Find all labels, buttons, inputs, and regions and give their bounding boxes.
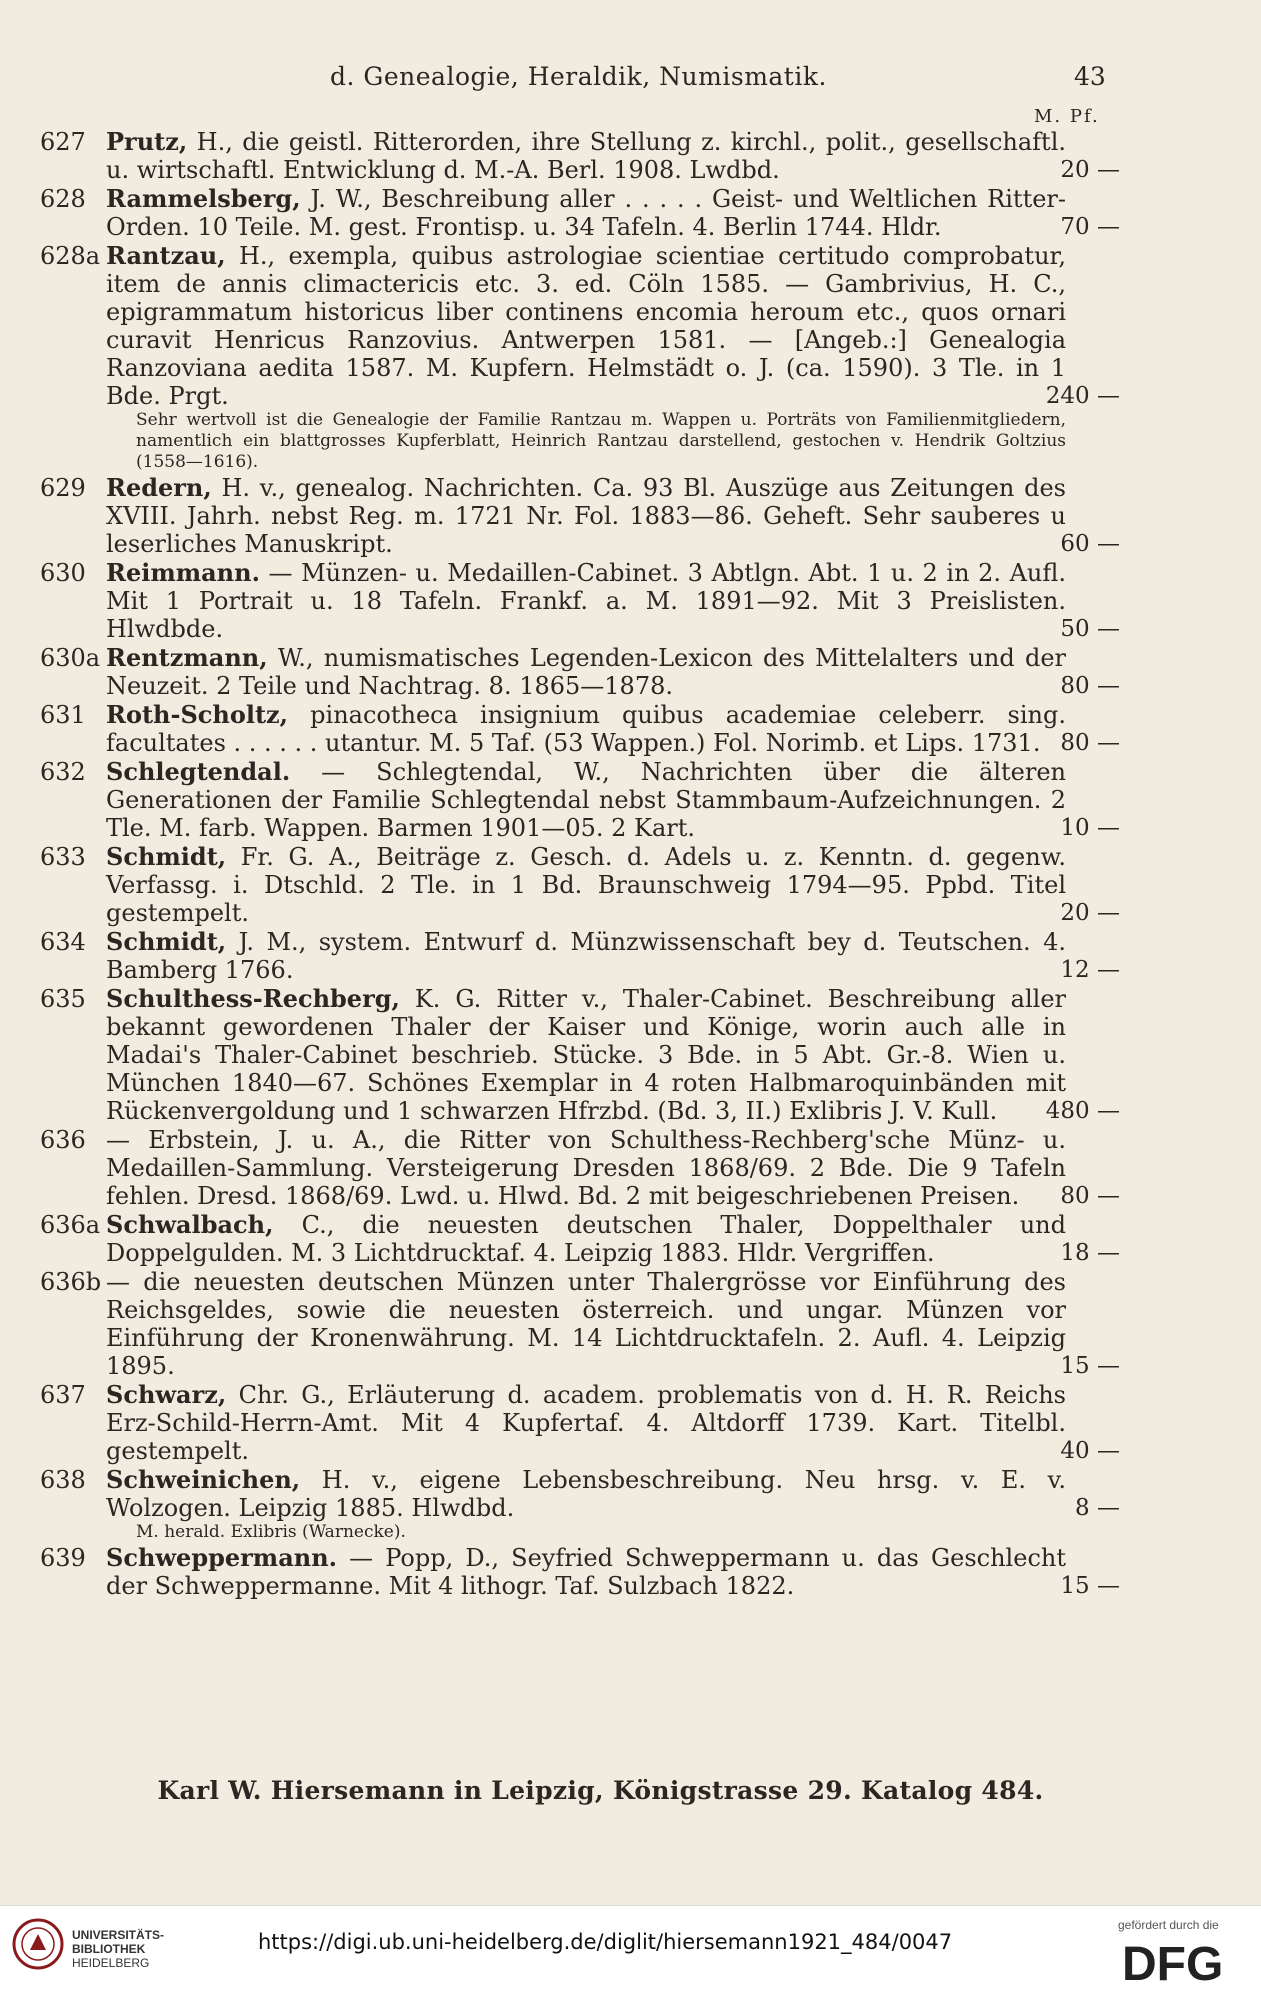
entry-author: Schweppermann. (106, 1543, 337, 1572)
entry-description (106, 843, 1066, 927)
entry-number: 630a (40, 644, 101, 672)
entry-text: K. G. Ritter v., Thaler-Cabinet. Beschreibung aller bekannt gewordenen Thaler der Kaiser und Könige, worin auch alle in Madai's Thaler-Cabinet beschrieb. Stücke. 3 Bde. in 5 Abt. Gr.-8. Wien u. München 1840—67. Schönes Exemplar in 4 roten Halbmaroquinbänden mit Rückenvergoldung und 1 schwarzen Hfrzbd. (Bd. 3, II.) Exlibris J. V. Kull. (106, 985, 1067, 1125)
entry-author: Schlegtendal. (106, 757, 291, 786)
funder-name: DFG (1122, 1938, 1224, 1988)
page-number: 43 (1074, 62, 1106, 91)
entry-description (106, 242, 1066, 410)
entry-description (106, 928, 1066, 984)
university-seal-icon[interactable] (12, 1918, 64, 1970)
entry-text: — Popp, D., Seyfried Schweppermann u. das Geschlecht der Schweppermanne. Mit 4 lithogr. Taf. Sulzbach 1822. (106, 1544, 1066, 1600)
entry-description (106, 985, 1066, 1125)
catalog-entry (40, 1381, 1120, 1465)
logo-line-2: BIBLIOTHEK (72, 1942, 146, 1956)
entry-description (106, 701, 1066, 757)
entry-number: 628 (40, 185, 86, 213)
entry-number: 631 (40, 701, 86, 729)
page-header (0, 60, 1261, 100)
entry-number: 638 (40, 1466, 86, 1494)
funding-text: gefördert durch die (1118, 1918, 1219, 1932)
entry-text: — die neuesten deutschen Münzen unter Thalergrösse vor Einführung des Reichsgeldes, sowie die neuesten österreich. und ungar. Münzen vor Einführung der Kronenwährung. M. 14 Lichtdrucktafeln. 2. Aufl. 4. Leipzig 1895. (106, 1268, 1066, 1380)
entry-description (106, 644, 1066, 700)
viewer-footer-bar (0, 1905, 1261, 1997)
entry-description (106, 1381, 1066, 1465)
entry-text: — Münzen- u. Medaillen-Cabinet. 3 Abtlgn. Abt. 1 u. 2 in 2. Aufl. Mit 1 Portrait u. 18 Tafeln. Frankf. a. M. 1891—92. Mit 3 Preislisten. Hlwdbde. (106, 559, 1066, 643)
catalog-entry (40, 701, 1120, 757)
entry-number: 639 (40, 1544, 86, 1572)
entry-text: C., die neuesten deutschen Thaler, Doppelthaler und Doppelgulden. M. 3 Lichtdrucktaf. 4. Leipzig 1883. Hldr. Vergriffen. (106, 1211, 1067, 1267)
entry-number: 630 (40, 559, 86, 587)
entry-author: Schwarz, (106, 1380, 227, 1409)
entry-note: Sehr wertvoll ist die Genealogie der Familie Rantzau m. Wappen u. Porträts von Familienmitgliedern, namentlich ein blattgrosses Kupferblatt, Heinrich Rantzau darstellend, gestochen v. Hendrik Goltzius (1558—1616). (136, 410, 1066, 472)
entry-text: J. M., system. Entwurf d. Münzwissenschaft bey d. Teutschen. 4. Bamberg 1766. (106, 928, 1066, 984)
entry-number: 635 (40, 985, 86, 1013)
catalog-footer (0, 1776, 1261, 1805)
logo-line-3: HEIDELBERG (72, 1956, 150, 1970)
entry-author: Reimmann. (106, 558, 260, 587)
catalog-entry (40, 644, 1120, 700)
catalog-entry (40, 1466, 1120, 1543)
footer-text: Karl W. Hiersemann in Leipzig, Königstrasse 29. Katalog 484. (157, 1776, 1044, 1805)
entry-text: Fr. G. A., Beiträge z. Gesch. d. Adels u. z. Kenntn. d. gegenw. Verfassg. i. Dtschld. 2 Tle. in 1 Bd. Braunschweig 1794—95. Ppbd. Titel gestempelt. (106, 843, 1066, 927)
catalog-entry (40, 1211, 1120, 1267)
entry-author: Schmidt, (106, 842, 227, 871)
catalog-entry (40, 928, 1120, 984)
entry-description (106, 559, 1066, 643)
entry-number: 634 (40, 928, 86, 956)
entry-text: H., die geistl. Ritterorden, ihre Stellung z. kirchl., polit., gesellschaftl. u. wirtschaftl. Entwicklung d. M.-A. Berl. 1908. Lwdbd. (106, 128, 1066, 184)
entry-price: 80 — (1060, 673, 1120, 699)
entry-author: Schwalbach, (106, 1210, 274, 1239)
entry-number: 636 (40, 1126, 86, 1154)
entry-description (106, 128, 1066, 184)
entry-number: 636a (40, 1211, 101, 1239)
price-column-header: M. Pf. (1034, 106, 1100, 127)
entry-description (106, 1544, 1066, 1600)
entry-author: Rantzau, (106, 241, 226, 270)
catalog-entry (40, 559, 1120, 643)
entry-price: 80 — (1060, 730, 1120, 756)
entry-number: 633 (40, 843, 86, 871)
entry-text: — Schlegtendal, W., Nachrichten über die älteren Generationen der Familie Schlegtendal nebst Stammbaum-Aufzeichnungen. 2 Tle. M. farb. Wappen. Barmen 1901—05. 2 Kart. (106, 758, 1066, 842)
entry-price: 12 — (1060, 957, 1120, 983)
entry-price: 15 — (1060, 1353, 1120, 1379)
catalog-entry (40, 1126, 1120, 1210)
entry-number: 636b (40, 1268, 102, 1296)
logo-line-1: UNIVERSITÄTS- (72, 1928, 165, 1942)
entry-price: 50 — (1060, 616, 1120, 642)
entry-text: H., exempla, quibus astrologiae scientiae certitudo comprobatur, item de annis climactericis etc. 3. ed. Cöln 1585. — Gambrivius, H. C., epigrammatum historicus liber continens encomia heroum etc., quos ornari curavit Henricus Ranzovius. Antwerpen 1581. — [Angeb.:] Genealogia Ranzoviana aedita 1587. M. Kupfern. Helmstädt o. J. (ca. 1590). 3 Tle. in 1 Bde. Prgt. (106, 242, 1066, 410)
entry-author: Schweinichen, (106, 1465, 301, 1494)
entry-price: 80 — (1060, 1183, 1120, 1209)
catalog-entry (40, 985, 1120, 1125)
entry-number: 632 (40, 758, 86, 786)
dfg-logo-icon[interactable] (1120, 1934, 1246, 1988)
entry-price: 20 — (1060, 900, 1120, 926)
entry-price: 480 — (1045, 1098, 1120, 1124)
entry-text: H. v., genealog. Nachrichten. Ca. 93 Bl. Auszüge aus Zeitungen des XVIII. Jahrh. nebst Reg. m. 1721 Nr. Fol. 1883—86. Geheft. Sehr sauberes u leserliches Manuskript. (106, 474, 1066, 558)
catalog-entry (40, 843, 1120, 927)
entry-price: 10 — (1060, 815, 1120, 841)
entry-price: 18 — (1060, 1240, 1120, 1266)
entry-text: W., numismatisches Legenden-Lexicon des Mittelalters und der Neuzeit. 2 Teile und Nachtrag. 8. 1865—1878. (106, 644, 1066, 700)
page-title: d. Genealogie, Heraldik, Numismatik. (330, 62, 827, 91)
entry-author: Schmidt, (106, 927, 227, 956)
entry-description (106, 1268, 1066, 1380)
catalog-entry (40, 185, 1120, 241)
catalog-entry (40, 242, 1120, 473)
entry-author: Roth-Scholtz, (106, 700, 289, 729)
entry-number: 628a (40, 242, 101, 270)
entry-number: 637 (40, 1381, 86, 1409)
entry-author: Redern, (106, 473, 212, 502)
catalog-entries (40, 128, 1120, 1601)
entry-price: 40 — (1060, 1438, 1120, 1464)
entry-number: 627 (40, 128, 86, 156)
entry-note: M. herald. Exlibris (Warnecke). (136, 1522, 406, 1542)
entry-price: 20 — (1060, 157, 1120, 183)
entry-text: J. W., Beschreibung aller . . . . . Geist- und Weltlichen Ritter-Orden. 10 Teile. M. gest. Frontisp. u. 34 Tafeln. 4. Berlin 1744. Hldr. (106, 185, 1066, 241)
catalog-entry (40, 1544, 1120, 1600)
catalog-entry (40, 474, 1120, 558)
entry-price: 70 — (1060, 214, 1120, 240)
entry-text: Chr. G., Erläuterung d. academ. problematis von d. H. R. Reichs Erz-Schild-Herrn-Amt. Mit 4 Kupfertaf. 4. Altdorff 1739. Kart. Titelbl. gestempelt. (106, 1381, 1066, 1465)
university-library-logo-text[interactable] (72, 1928, 164, 1970)
entry-text: pinacotheca insignium quibus academiae celeberr. sing. facultates . . . . . . utantur. M. 5 Taf. (53 Wappen.) Fol. Norimb. et Lips. 1731. (106, 701, 1066, 757)
catalog-entry (40, 1268, 1120, 1380)
entry-text: H. v., eigene Lebensbeschreibung. Neu hrsg. v. E. v. Wolzogen. Leipzig 1885. Hlwdbd. (106, 1466, 1066, 1522)
entry-price: 15 — (1060, 1573, 1120, 1599)
entry-author: Rentzmann, (106, 643, 268, 672)
entry-description (106, 474, 1066, 558)
entry-price: 60 — (1060, 531, 1120, 557)
entry-author: Rammelsberg, (106, 184, 301, 213)
entry-text: — Erbstein, J. u. A., die Ritter von Schulthess-Rechberg'sche Münz- u. Medaillen-Sammlung. Versteigerung Dresden 1868/69. 2 Bde. Die 9 Tafeln fehlen. Dresd. 1868/69. Lwd. u. Hlwd. Bd. 2 mit beigeschriebenen Preisen. (106, 1126, 1066, 1210)
entry-price: 240 — (1045, 383, 1120, 409)
entry-description (106, 185, 1066, 241)
entry-description (106, 758, 1066, 842)
catalog-entry (40, 128, 1120, 184)
entry-price: 8 — (1075, 1495, 1120, 1521)
entry-author: Schulthess-Rechberg, (106, 984, 400, 1013)
catalog-entry (40, 758, 1120, 842)
entry-description (106, 1126, 1066, 1210)
entry-description (106, 1211, 1066, 1267)
entry-description (106, 1466, 1066, 1522)
document-url-link[interactable]: https://digi.ub.uni-heidelberg.de/diglit/hiersemann1921_484/0047 (258, 1930, 953, 1954)
entry-author: Prutz, (106, 127, 188, 156)
entry-number: 629 (40, 474, 86, 502)
